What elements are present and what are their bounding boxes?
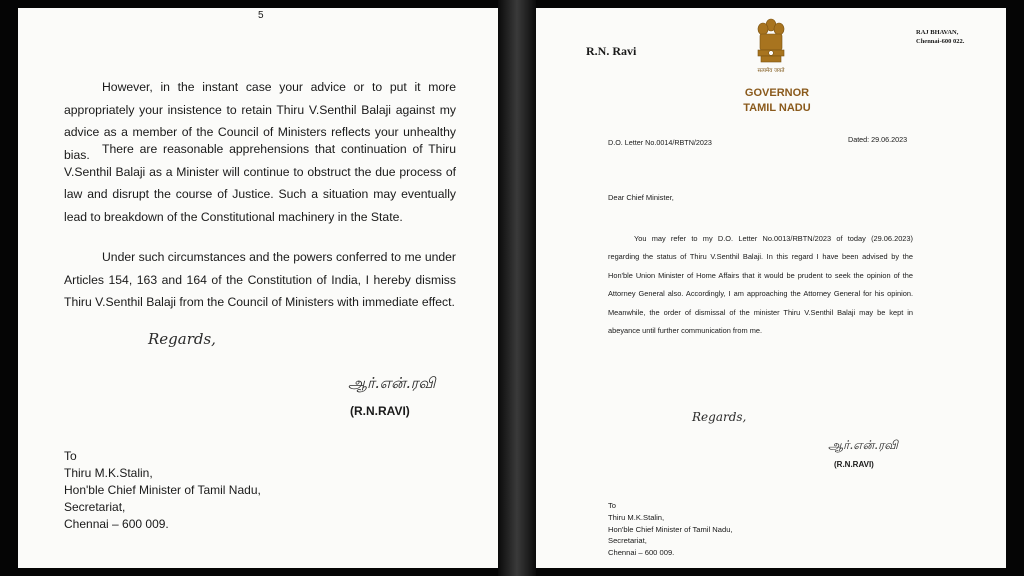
office-address bbox=[916, 28, 964, 46]
address-line: Secretariat, bbox=[64, 500, 126, 514]
letter-page-1 bbox=[18, 8, 498, 568]
letter-page-2 bbox=[536, 8, 1006, 568]
address-line: Secretariat, bbox=[608, 536, 647, 546]
address-line: Hon'ble Chief Minister of Tamil Nadu, bbox=[608, 524, 733, 534]
letter-number: D.O. Letter No.0014/RBTN/2023 bbox=[608, 138, 712, 147]
paragraph-3: Under such circumstances and the powers conferred to me under Articles 154, 163 and 164 of the Constitution of India, I hereby dismiss Thiru V.Senthil Balaji from the Council of Ministers with immediate effect. bbox=[64, 250, 456, 309]
letter-date: Dated: 29.06.2023 bbox=[848, 135, 908, 144]
recipient-address bbox=[64, 448, 261, 533]
regards-handwritten: Regards, bbox=[692, 410, 747, 424]
page-number: 5 bbox=[258, 10, 264, 21]
center-divider bbox=[498, 0, 536, 576]
address-line: Chennai – 600 009. bbox=[608, 548, 675, 558]
letter-body: You may refer to my D.O. Letter No.0013/RBTN/2023 of today (29.06.2023) regarding the status of Thiru V.Senthil Balaji. In this regard I have been advised by the Hon'ble Union Minister of Home Affairs that it would be prudent to seek the opinion of the Attorney General also. Accordingly, I am approaching the Attorney General for his opinion. Meanwhile, the order of dismissal of the minister Thiru V.Senthil Balaji may be kept in abeyance until further communication from me. bbox=[608, 234, 913, 336]
designation-line-1: GOVERNOR bbox=[744, 87, 810, 99]
address-line: To bbox=[64, 449, 77, 463]
office-line-1: RAJ BHAVAN, bbox=[916, 29, 959, 36]
office-line-2: Chennai-600 022. bbox=[916, 38, 965, 45]
designation bbox=[722, 86, 832, 116]
signature: ஆர்.என்.ரவி bbox=[348, 374, 436, 392]
address-line: Chennai – 600 009. bbox=[64, 517, 169, 531]
state-emblem-icon bbox=[752, 16, 790, 82]
paragraph-1: However, in the instant case your advice or to put it more appropriately your insistence to retain Thiru V.Senthil Balaji against my advice as a member of the Council of Ministers reflects your unhealthy bias. bbox=[64, 80, 456, 162]
regards-handwritten: Regards, bbox=[148, 330, 216, 348]
recipient-address bbox=[608, 500, 733, 559]
address-line: Thiru M.K.Stalin, bbox=[64, 466, 153, 480]
designation-line-2: TAMIL NADU bbox=[743, 102, 811, 114]
address-line: Hon'ble Chief Minister of Tamil Nadu, bbox=[64, 483, 261, 497]
salutation: Dear Chief Minister, bbox=[608, 193, 674, 202]
emblem-motto: सत्यमेव जयते bbox=[757, 68, 785, 74]
signatory-name: (R.N.RAVI) bbox=[350, 404, 410, 418]
paragraph-2: There are reasonable apprehensions that continuation of Thiru V.Senthil Balaji as a Minister will continue to obstruct the due process of law and disrupt the course of Justice. Such a situation may eventually lead to breakdown of the Constitutional machinery in the State. bbox=[64, 142, 456, 224]
signatory-name: (R.N.RAVI) bbox=[834, 460, 874, 469]
address-line: Thiru M.K.Stalin, bbox=[608, 512, 665, 522]
sender-name: R.N. Ravi bbox=[586, 44, 637, 58]
signature: ஆர்.என்.ரவி bbox=[828, 438, 898, 452]
address-line: To bbox=[608, 501, 617, 510]
